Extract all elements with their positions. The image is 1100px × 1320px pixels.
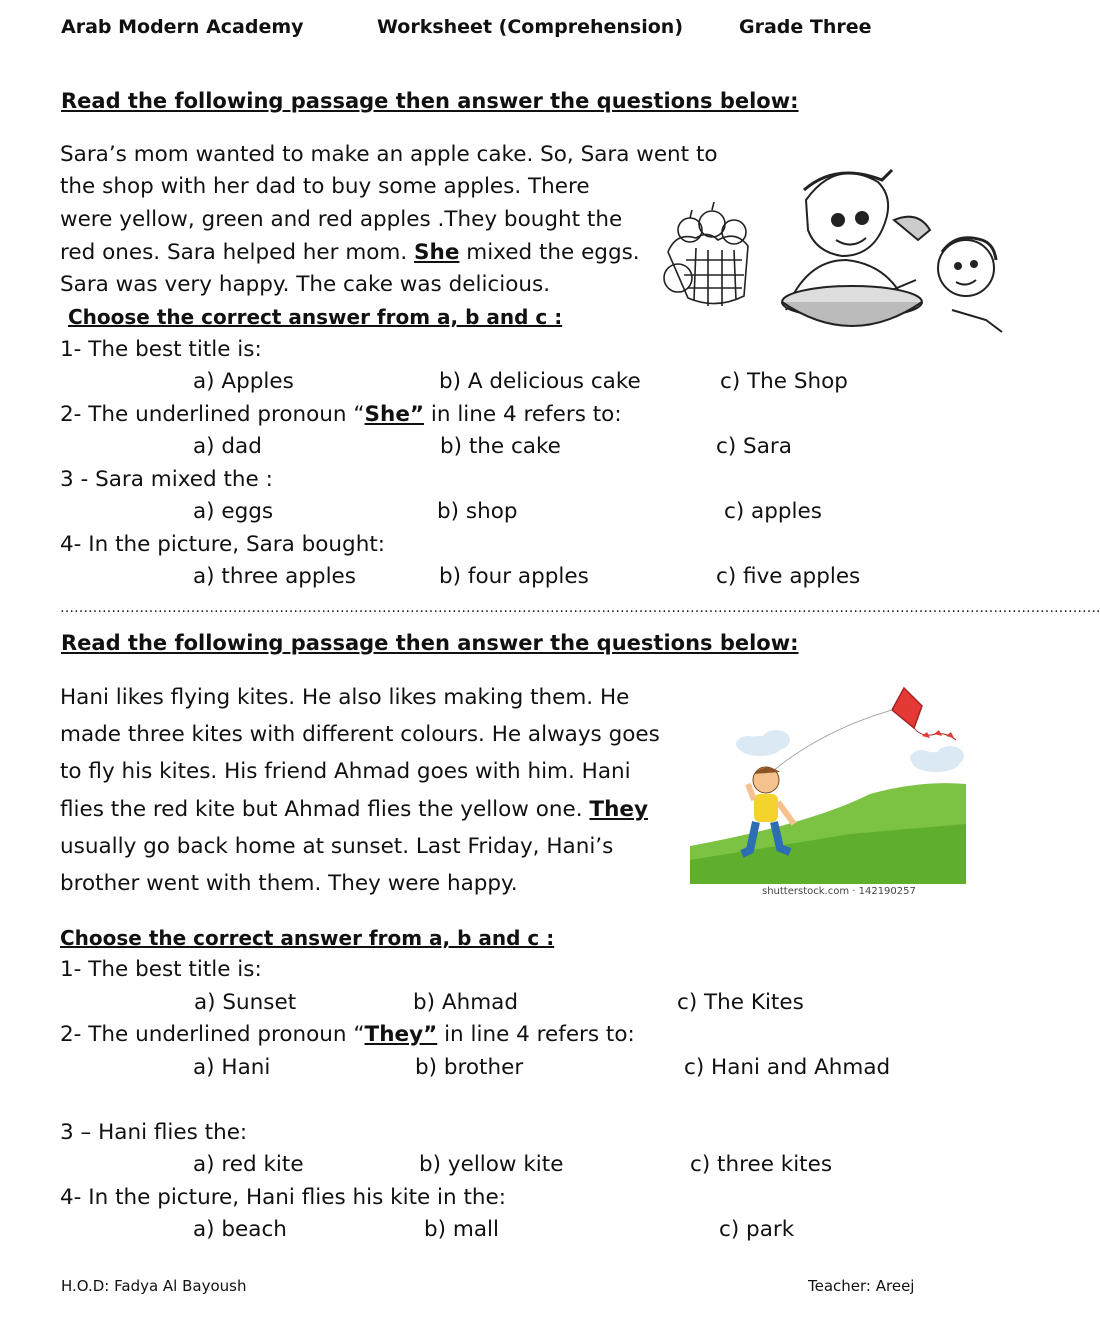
section1-passage-line: the shop with her dad to buy some apples. There	[60, 174, 590, 199]
underlined-pronoun-she: She	[414, 240, 460, 265]
section1-question-4: 4- In the picture, Sara bought:	[60, 532, 385, 557]
s1-q2-option-b[interactable]: b) the cake	[440, 434, 561, 459]
cloud-icon	[736, 730, 964, 772]
s2-q4-option-c[interactable]: c) park	[719, 1217, 795, 1242]
section1-passage-line-4: red ones. Sara helped her mom. She mixed the eggs.	[60, 240, 640, 265]
teacher-name: Teacher: Areej	[808, 1277, 915, 1295]
section2-instruction: Choose the correct answer from a, b and c :	[60, 926, 555, 950]
apple-basket-icon	[664, 202, 748, 306]
school-name: Arab Modern Academy	[61, 16, 304, 38]
section1-passage-line: Sara was very happy. The cake was delicious.	[60, 272, 551, 297]
s2-q3-option-a[interactable]: a) red kite	[193, 1152, 304, 1177]
hill-icon	[690, 783, 966, 884]
underlined-word-she: She”	[364, 402, 425, 427]
s1-q3-option-a[interactable]: a) eggs	[193, 499, 274, 524]
section2-passage-line: usually go back home at sunset. Last Friday, Hani’s	[60, 834, 614, 859]
s2-q4-option-b[interactable]: b) mall	[424, 1217, 499, 1242]
s1-q2-option-c[interactable]: c) Sara	[716, 434, 792, 459]
section1-question-2: 2- The underlined pronoun “She” in line 4 refers to:	[60, 402, 622, 427]
section2-passage-line: brother went with them. They were happy.	[60, 871, 518, 896]
s1-q4-option-c[interactable]: c) five apples	[716, 564, 861, 589]
s2-q1-option-c[interactable]: c) The Kites	[677, 990, 804, 1015]
section2-question-1: 1- The best title is:	[60, 957, 262, 982]
section1-passage-line: were yellow, green and red apples .They bought the	[60, 207, 623, 232]
s1-q3-option-c[interactable]: c) apples	[724, 499, 822, 524]
s1-q1-option-b[interactable]: b) A delicious cake	[439, 369, 641, 394]
girl-cooking-icon	[782, 170, 930, 326]
s2-q3-option-c[interactable]: c) three kites	[690, 1152, 833, 1177]
s2-q1-option-b[interactable]: b) Ahmad	[413, 990, 518, 1015]
s1-q4-option-a[interactable]: a) three apples	[193, 564, 356, 589]
s2-q2-option-a[interactable]: a) Hani	[193, 1055, 271, 1080]
s1-q4-option-b[interactable]: b) four apples	[439, 564, 589, 589]
section2-passage-line: Hani likes flying kites. He also likes making them. He	[60, 685, 630, 710]
section1-heading: Read the following passage then answer the questions below:	[61, 89, 799, 113]
section2-question-2: 2- The underlined pronoun “They” in line 4 refers to:	[60, 1022, 635, 1047]
section2-question-3: 3 – Hani flies the:	[60, 1120, 248, 1145]
section2-passage-line-4: flies the red kite but Ahmad flies the yellow one. They	[60, 797, 648, 822]
s1-q1-option-a[interactable]: a) Apples	[193, 369, 294, 394]
s1-q3-option-b[interactable]: b) shop	[437, 499, 518, 524]
section2-passage-line: made three kites with different colours. He always goes	[60, 722, 660, 747]
grade-label: Grade Three	[739, 16, 872, 38]
section2-passage-line: to fly his kites. His friend Ahmad goes with him. Hani	[60, 759, 631, 784]
underlined-word-they: They”	[364, 1022, 438, 1047]
kite-illustration	[690, 684, 970, 890]
boy-face-icon	[938, 238, 1002, 332]
underlined-pronoun-they: They	[589, 797, 648, 822]
s1-q1-option-c[interactable]: c) The Shop	[720, 369, 848, 394]
section1-passage-line: Sara’s mom wanted to make an apple cake. So, Sara went to	[60, 142, 718, 167]
section1-instruction: Choose the correct answer from a, b and c :	[68, 305, 563, 329]
hod-name: H.O.D: Fadya Al Bayoush	[61, 1277, 247, 1295]
image-credit: shutterstock.com · 142190257	[762, 886, 916, 897]
s2-q3-option-b[interactable]: b) yellow kite	[419, 1152, 564, 1177]
s2-q4-option-a[interactable]: a) beach	[193, 1217, 287, 1242]
s1-q2-option-a[interactable]: a) dad	[193, 434, 262, 459]
s2-q1-option-a[interactable]: a) Sunset	[194, 990, 297, 1015]
dotted-separator: …………………………………………………………………………………………………………………………………………………………………………………………………….	[60, 600, 1100, 616]
section1-question-1: 1- The best title is:	[60, 337, 262, 362]
cooking-illustration	[656, 160, 1020, 342]
s2-q2-option-c[interactable]: c) Hani and Ahmad	[684, 1055, 891, 1080]
s2-q2-option-b[interactable]: b) brother	[415, 1055, 524, 1080]
section2-question-4: 4- In the picture, Hani flies his kite in the:	[60, 1185, 507, 1210]
worksheet-title: Worksheet (Comprehension)	[377, 16, 684, 38]
section1-question-3: 3 - Sara mixed the :	[60, 467, 273, 492]
section2-heading: Read the following passage then answer the questions below:	[61, 631, 799, 655]
